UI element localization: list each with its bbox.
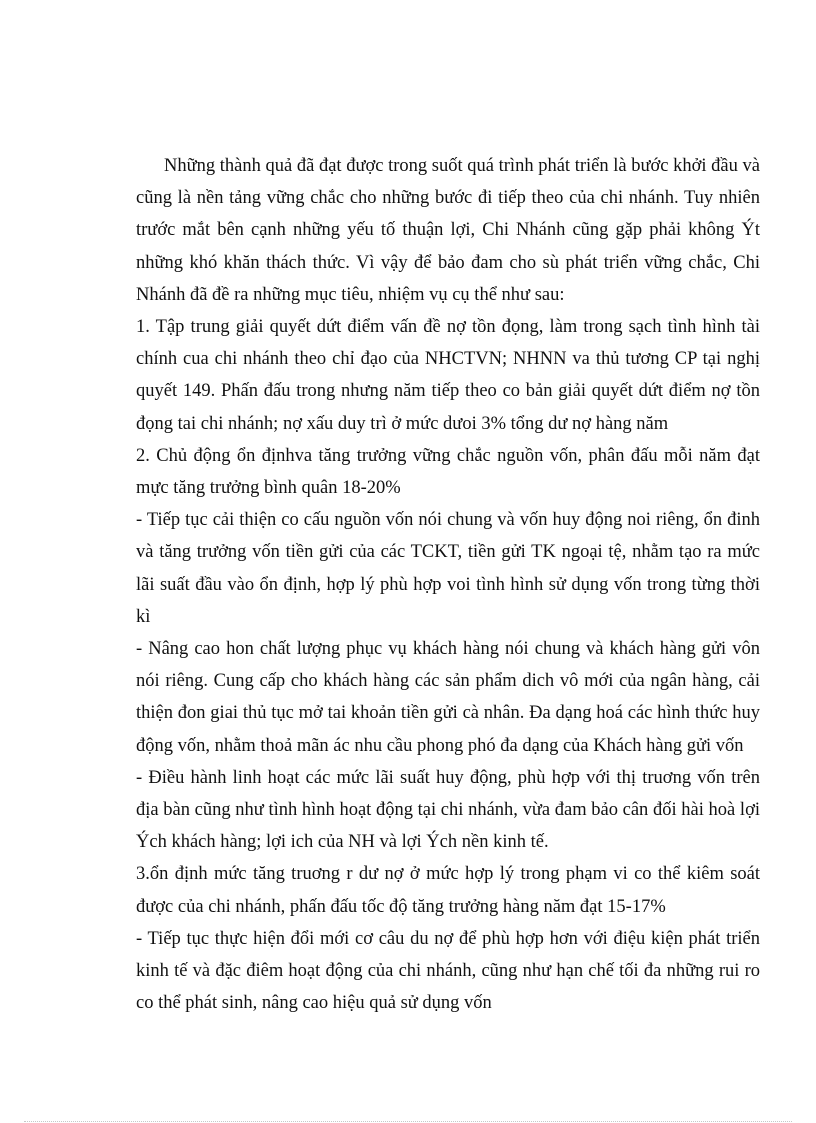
goal-2-bullet-1: - Tiếp tục cải thiện co cấu nguồn vốn nói chung và vốn huy động noi riêng, ổn đinh và tăng trưởng vốn tiền gửi của các TCKT, tiền gửi TK ngoại tệ, nhằm tạo ra mức lãi suất đầu vào ổn định, hợp lý phù hợp voi tình hình sử dụng vốn trong từng thời kì xyxy=(136,510,760,627)
goal-3-paragraph: 3.ổn định mức tăng truơng r dư nợ ở mức hợp lý trong phạm vi co thể kiêm soát được của chi nhánh, phấn đấu tốc độ tăng trưởng hàng năm đạt 15-17% xyxy=(136,864,760,917)
goal-2-bullet-2: - Nâng cao hon chất lượng phục vụ khách hàng nói chung và khách hàng gửi vôn nói riêng. Cung cấp cho khách hàng các sản phẩm dich vô mới của ngân hàng, cải thiện đon giai thủ tục mở tai khoản tiền gửi cà nhân. Đa dạng hoá các hình thức huy động vốn, nhằm thoả mãn ác nhu cầu phong phó đa dạng của Khách hàng gửi vốn xyxy=(136,639,760,756)
goal-2-bullet-3: - Điều hành linh hoạt các mức lãi suất huy động, phù hợp với thị truơng vốn trên địa bàn cũng như tình hình hoạt động tại chi nhánh, vừa đam bảo cân đối hài hoà lợi Ých khách hàng; lợi ich của NH và lợi Ých nền kinh tế. xyxy=(136,767,760,853)
goal-1-paragraph: 1. Tập trung giải quyết dứt điểm vấn đề nợ tồn đọng, làm trong sạch tình hình tài chính cua chi nhánh theo chỉ đạo của NHCTVN; NHNN va thủ tương CP tại nghị quyết 149. Phấn đấu trong nhưng năm tiếp theo co bản giải quyết dứt điểm nợ tồn đọng tai chi nhánh; nợ xấu duy trì ở mức dưoi 3% tổng dư nợ hàng năm xyxy=(136,317,760,434)
goal-2-paragraph: 2. Chủ động ổn địnhva tăng trưởng vững chắc nguồn vốn, phân đấu mỗi năm đạt mực tăng trưởng bình quân 18-20% xyxy=(136,445,760,499)
goal-3-bullet-1: - Tiếp tục thực hiện đổi mới cơ câu du nợ để phù hợp hơn với điệu kiện phát triển kinh tế và đặc điêm hoạt động của chi nhánh, cũng như hạn chế tối đa những rui ro co thể phát sinh, nâng cao hiệu quả sử dụng vốn xyxy=(136,928,760,1014)
page-bottom-divider xyxy=(24,1121,792,1122)
intro-paragraph: Những thành quả đã đạt được trong suốt quá trình phát triển là bước khởi đầu và cũng là nền tảng vững chắc cho những bước đi tiếp theo của chi nhánh. Tuy nhiên trước mắt bên cạnh những yếu tố thuận lợi, Chi Nhánh cũng gặp phải không Ýt những khó khăn thách thức. Vì vậy để bảo đam cho sù phát triển vững chắc, Chi Nhánh đã đề ra những mục tiêu, nhiệm vụ cụ thể như sau: xyxy=(136,156,760,305)
document-body xyxy=(136,150,760,1019)
